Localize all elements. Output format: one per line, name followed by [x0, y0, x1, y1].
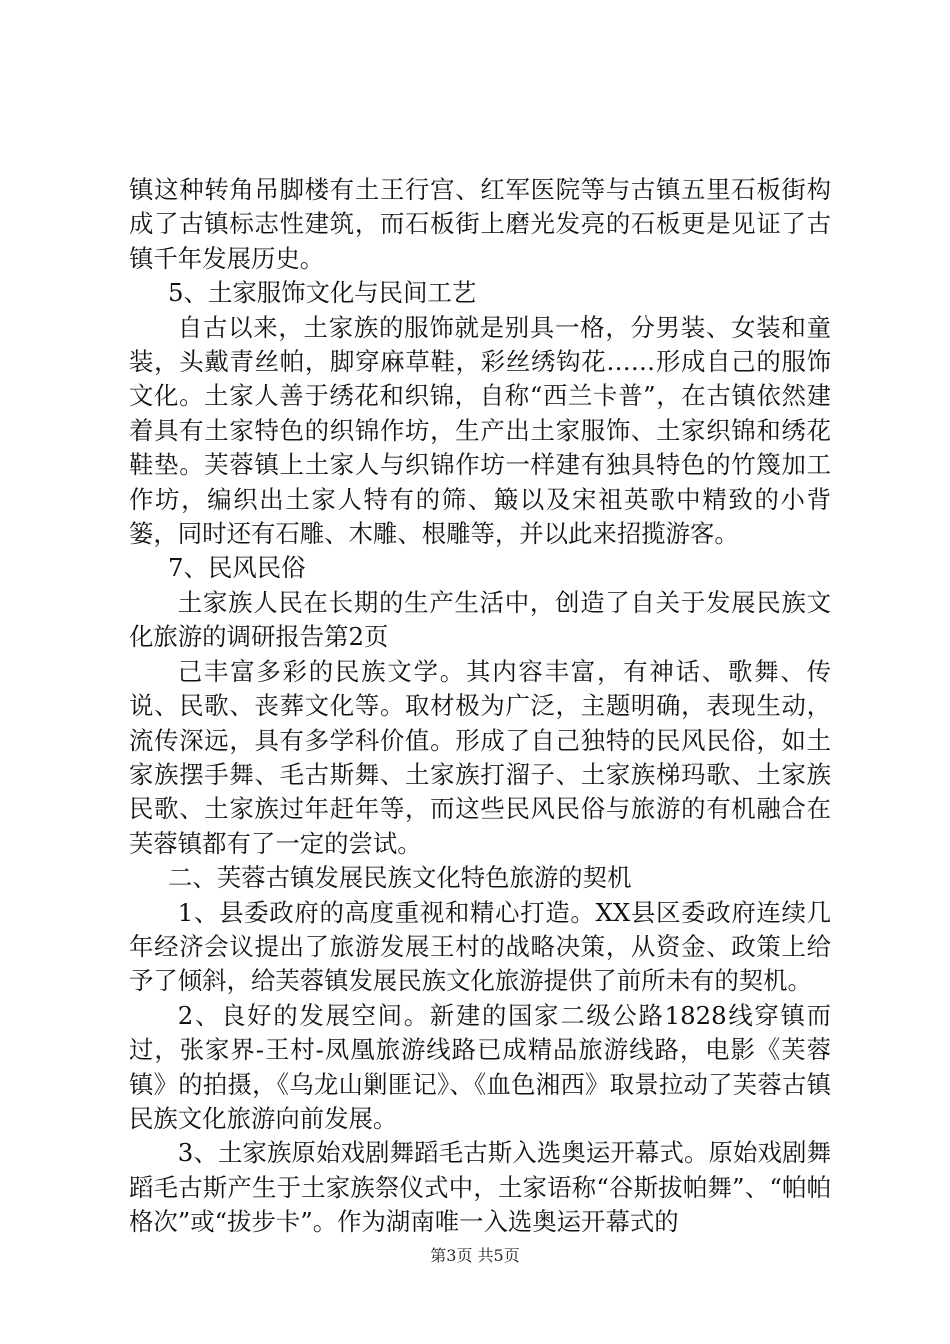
- paragraph-folk-literature: 己丰富多彩的民族文学。其内容丰富，有神话、歌舞、传说、民歌、丧葬文化等。取材极为广泛，主题明确，表现生动，流传深远，具有多学科价值。形成了自己独特的民风民俗，如土家族摆手舞、毛古斯舞、土家族打溜子、土家族梯玛歌、土家族民歌、土家族过年赶年等，而这些民风民俗与旅游的有机融合在芙蓉镇都有了一定的尝试。: [129, 656, 831, 858]
- paragraph-costume-culture: 自古以来，土家族的服饰就是别具一格，分男装、女装和童装，头戴青丝帕，脚穿麻草鞋，彩丝绣钩花……形成自己的服饰文化。土家人善于绣花和织锦，自称“西兰卡普”，在古镇依然建着具有土家特色的织锦作坊，生产出土家服饰、土家织锦和绣花鞋垫。芙蓉镇上土家人与织锦作坊一样建有独具特色的竹篾加工作坊，编织出土家人特有的筛、簸以及宋祖英歌中精致的小背篓，同时还有石雕、木雕、根雕等，并以此来招揽游客。: [129, 312, 831, 549]
- paragraph-maogusi-olympics: 3、土家族原始戏剧舞蹈毛古斯入选奥运开幕式。原始戏剧舞蹈毛古斯产生于土家族祭仪式中，土家语称“谷斯拔帕舞”、“帕帕格次”或“拔步卡”。作为湖南唯一入选奥运开幕式的: [129, 1138, 831, 1237]
- page-footer: [0, 1243, 950, 1266]
- document-body: [129, 173, 831, 1240]
- paragraph-government-support: 1、县委政府的高度重视和精心打造。XX县区委政府连续几年经济会议提出了旅游发展王村的战略决策，从资金、政策上给予了倾斜，给芙蓉镇发展民族文化旅游提供了前所未有的契机。: [129, 897, 831, 996]
- section-heading-folk-customs: 7、民风民俗: [168, 553, 306, 583]
- section-heading-costume-crafts: 5、土家服饰文化与民间工艺: [168, 278, 477, 308]
- paragraph-development-space: 2、良好的发展空间。新建的国家二级公路1828线穿镇而过，张家界-王村-凤凰旅游线路已成精品旅游线路，电影《芙蓉镇》的拍摄，《乌龙山剿匪记》、《血色湘西》取景拉动了芙蓉古镇民族文化旅游向前发展。: [129, 1000, 831, 1133]
- paragraph-folk-customs-intro: 土家族人民在长期的生产生活中，创造了自关于发展民族文化旅游的调研报告第2页: [129, 587, 831, 652]
- paragraph-stilt-buildings: 镇这种转角吊脚楼有土王行宫、红军医院等与古镇五里石板街构成了古镇标志性建筑，而石板街上磨光发亮的石板更是见证了古镇千年发展历史。: [129, 175, 831, 273]
- page-number-label: 第3页 共5页: [430, 1246, 520, 1265]
- section-heading-opportunities: 二、芙蓉古镇发展民族文化特色旅游的契机: [168, 863, 632, 893]
